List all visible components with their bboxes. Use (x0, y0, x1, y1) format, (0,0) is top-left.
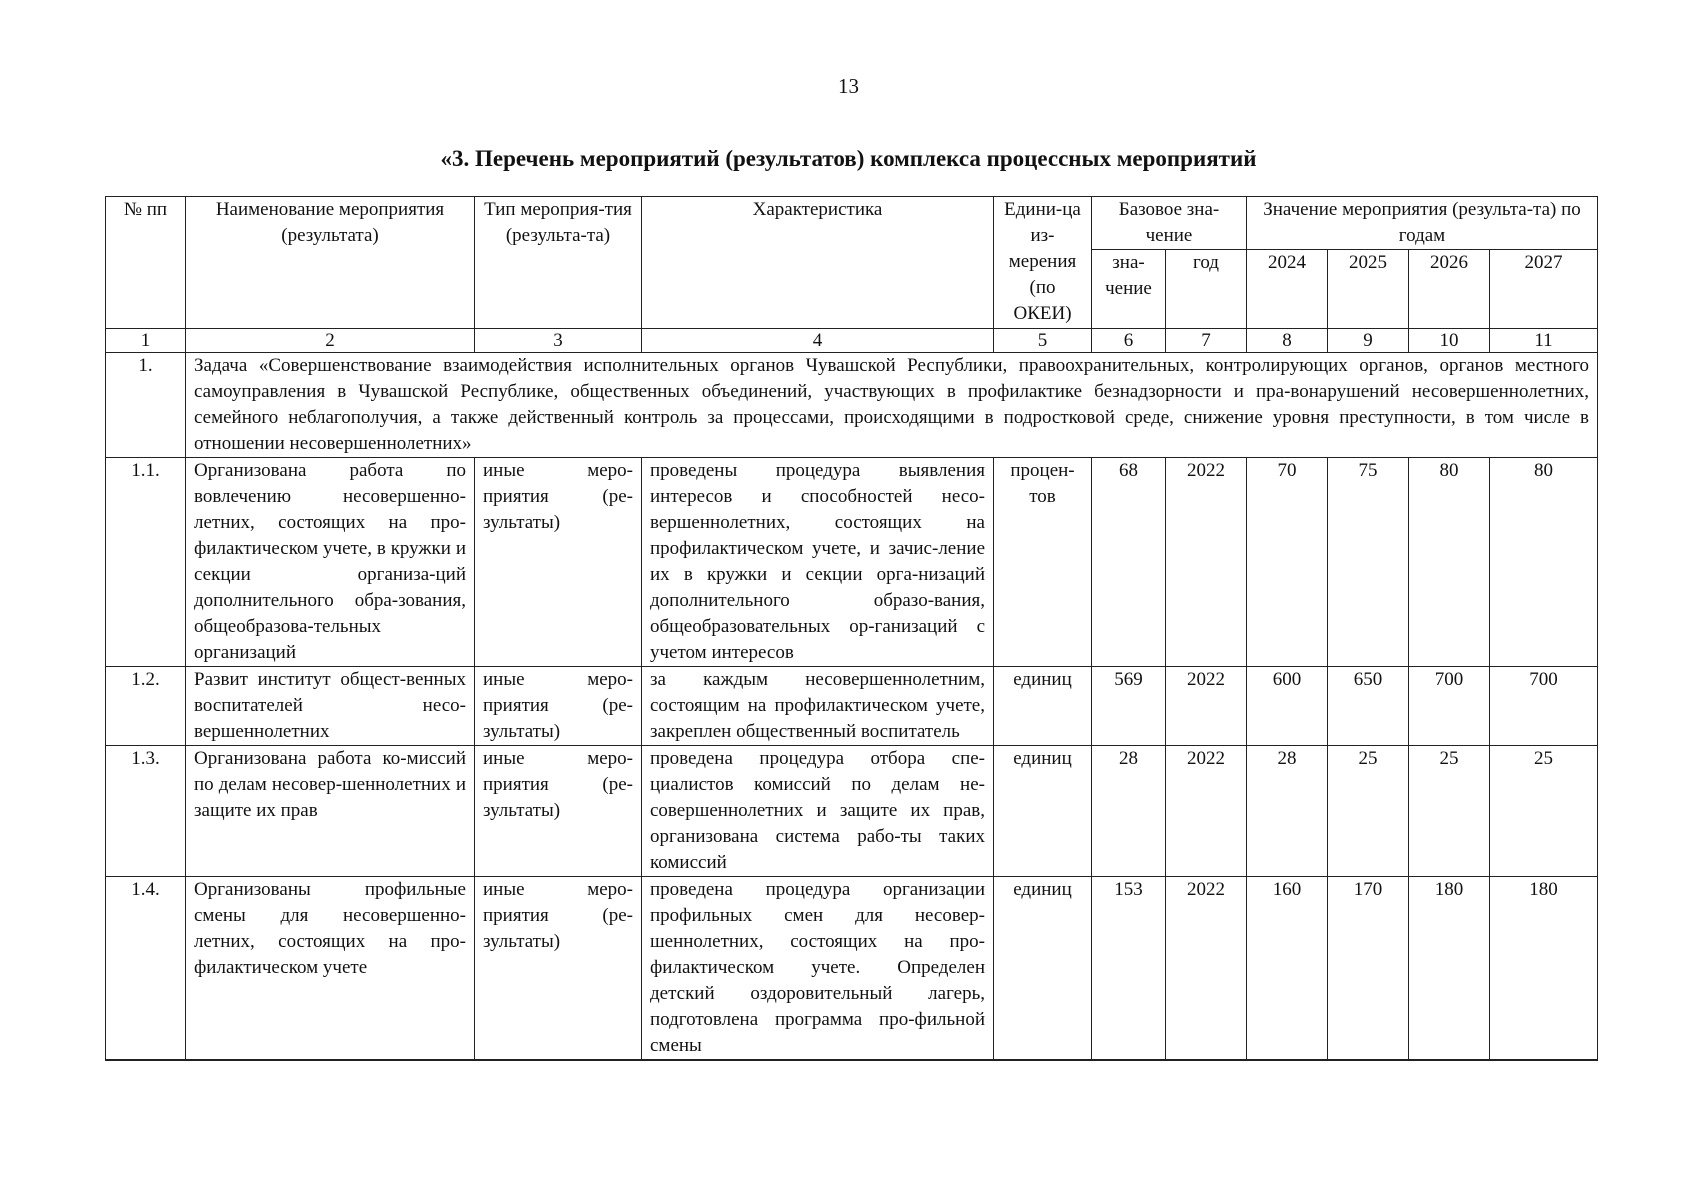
row-unit: единиц (994, 877, 1092, 1061)
row-unit: единиц (994, 746, 1092, 877)
row-base-value: 153 (1092, 877, 1166, 1061)
table-row (106, 667, 1598, 746)
column-index: 6 (1092, 329, 1166, 353)
column-index: 8 (1247, 329, 1328, 353)
table-row (106, 458, 1598, 667)
task-text: Задача «Совершенствование взаимодействия исполнительных органов Чувашской Республики, правоохранительных, контролирующих органов, органов местного самоуправления в Чувашской Республике, общественных объединений, участвующих в профилактике безнадзорности и пра-вонарушений несовершеннолетних, семейного неблагополучия, а также действенный контроль за процессами, происходящими в подростковой среде, снижение уровня преступности, в том числе в отношении несовершеннолетних» (186, 353, 1598, 458)
row-base-year: 2022 (1166, 877, 1247, 1061)
header-base-group: Базовое зна-чение (1092, 197, 1247, 250)
table-row (106, 746, 1598, 877)
row-type: иные меро-приятия (ре-зультаты) (475, 746, 642, 877)
row-base-year: 2022 (1166, 458, 1247, 667)
row-base-value: 569 (1092, 667, 1166, 746)
row-unit: единиц (994, 667, 1092, 746)
header-year-2024: 2024 (1247, 250, 1328, 329)
row-value-2024: 28 (1247, 746, 1328, 877)
header-characteristic: Характеристика (642, 197, 994, 329)
row-value-2027: 700 (1490, 667, 1598, 746)
page-number: 13 (838, 74, 859, 98)
row-name: Развит институт общест-венных воспитателей несо-вершеннолетних (186, 667, 475, 746)
row-name: Организована работа ко-миссий по делам несовер-шеннолетних и защите их прав (186, 746, 475, 877)
row-type: иные меро-приятия (ре-зультаты) (475, 667, 642, 746)
row-base-value: 68 (1092, 458, 1166, 667)
header-base-year: год (1166, 250, 1247, 329)
row-characteristic: проведены процедура выявления интересов и способностей несо-вершеннолетних, состоящих на профилактическом учете, и зачис-ление их в кружки и секции орга-низаций дополнительного образо-вания, общеобразовательных ор-ганизаций с учетом интересов (642, 458, 994, 667)
row-value-2025: 170 (1328, 877, 1409, 1061)
column-index: 5 (994, 329, 1092, 353)
row-characteristic: проведена процедура отбора спе-циалистов комиссий по делам не-совершеннолетних и защите их прав, организована система рабо-ты таких комиссий (642, 746, 994, 877)
row-value-2026: 180 (1409, 877, 1490, 1061)
column-index: 4 (642, 329, 994, 353)
column-index: 7 (1166, 329, 1247, 353)
header-name: Наименование мероприятия (результата) (186, 197, 475, 329)
measures-table (105, 196, 1598, 1061)
header-years-group: Значение мероприятия (результа-та) по годам (1247, 197, 1598, 250)
column-index: 9 (1328, 329, 1409, 353)
row-value-2025: 650 (1328, 667, 1409, 746)
row-value-2027: 180 (1490, 877, 1598, 1061)
row-number: 1.2. (106, 667, 186, 746)
row-value-2026: 25 (1409, 746, 1490, 877)
row-number: 1.3. (106, 746, 186, 877)
column-index-row (106, 329, 1598, 353)
row-value-2025: 25 (1328, 746, 1409, 877)
header-year-2027: 2027 (1490, 250, 1598, 329)
header-num: № пп (106, 197, 186, 329)
row-name: Организована работа по вовлечению несовершенно-летних, состоящих на про-филактическом учете, в кружки и секции организа-ций дополнительного обра-зования, общеобразова-тельных организаций (186, 458, 475, 667)
column-index: 2 (186, 329, 475, 353)
header-year-2026: 2026 (1409, 250, 1490, 329)
header-unit: Едини-ца из-мерения (по ОКЕИ) (994, 197, 1092, 329)
table-row (106, 877, 1598, 1061)
row-value-2027: 80 (1490, 458, 1598, 667)
row-value-2025: 75 (1328, 458, 1409, 667)
row-number: 1.1. (106, 458, 186, 667)
task-number: 1. (106, 353, 186, 458)
column-index: 1 (106, 329, 186, 353)
row-number: 1.4. (106, 877, 186, 1061)
header-row-1 (106, 197, 1598, 250)
row-type: иные меро-приятия (ре-зультаты) (475, 877, 642, 1061)
header-base-value: зна-чение (1092, 250, 1166, 329)
row-base-year: 2022 (1166, 667, 1247, 746)
column-index: 10 (1409, 329, 1490, 353)
row-characteristic: за каждым несовершеннолетним, состоящим на профилактическом учете, закреплен общественный воспитатель (642, 667, 994, 746)
row-unit: процен-тов (994, 458, 1092, 667)
row-base-year: 2022 (1166, 746, 1247, 877)
row-value-2027: 25 (1490, 746, 1598, 877)
header-type: Тип мероприя-тия (результа-та) (475, 197, 642, 329)
row-value-2024: 160 (1247, 877, 1328, 1061)
row-base-value: 28 (1092, 746, 1166, 877)
row-type: иные меро-приятия (ре-зультаты) (475, 458, 642, 667)
header-year-2025: 2025 (1328, 250, 1409, 329)
row-value-2024: 600 (1247, 667, 1328, 746)
row-name: Организованы профильные смены для несовершенно-летних, состоящих на про-филактическом учете (186, 877, 475, 1061)
task-row (106, 353, 1598, 458)
row-value-2026: 80 (1409, 458, 1490, 667)
row-characteristic: проведена процедура организации профильных смен для несовер-шеннолетних, состоящих на про-филактическом учете. Определен детский оздоровительный лагерь, подготовлена программа про-фильной смены (642, 877, 994, 1061)
column-index: 3 (475, 329, 642, 353)
row-value-2026: 700 (1409, 667, 1490, 746)
row-value-2024: 70 (1247, 458, 1328, 667)
column-index: 11 (1490, 329, 1598, 353)
section-title: «3. Перечень мероприятий (результатов) комплекса процессных мероприятий (440, 146, 1257, 171)
